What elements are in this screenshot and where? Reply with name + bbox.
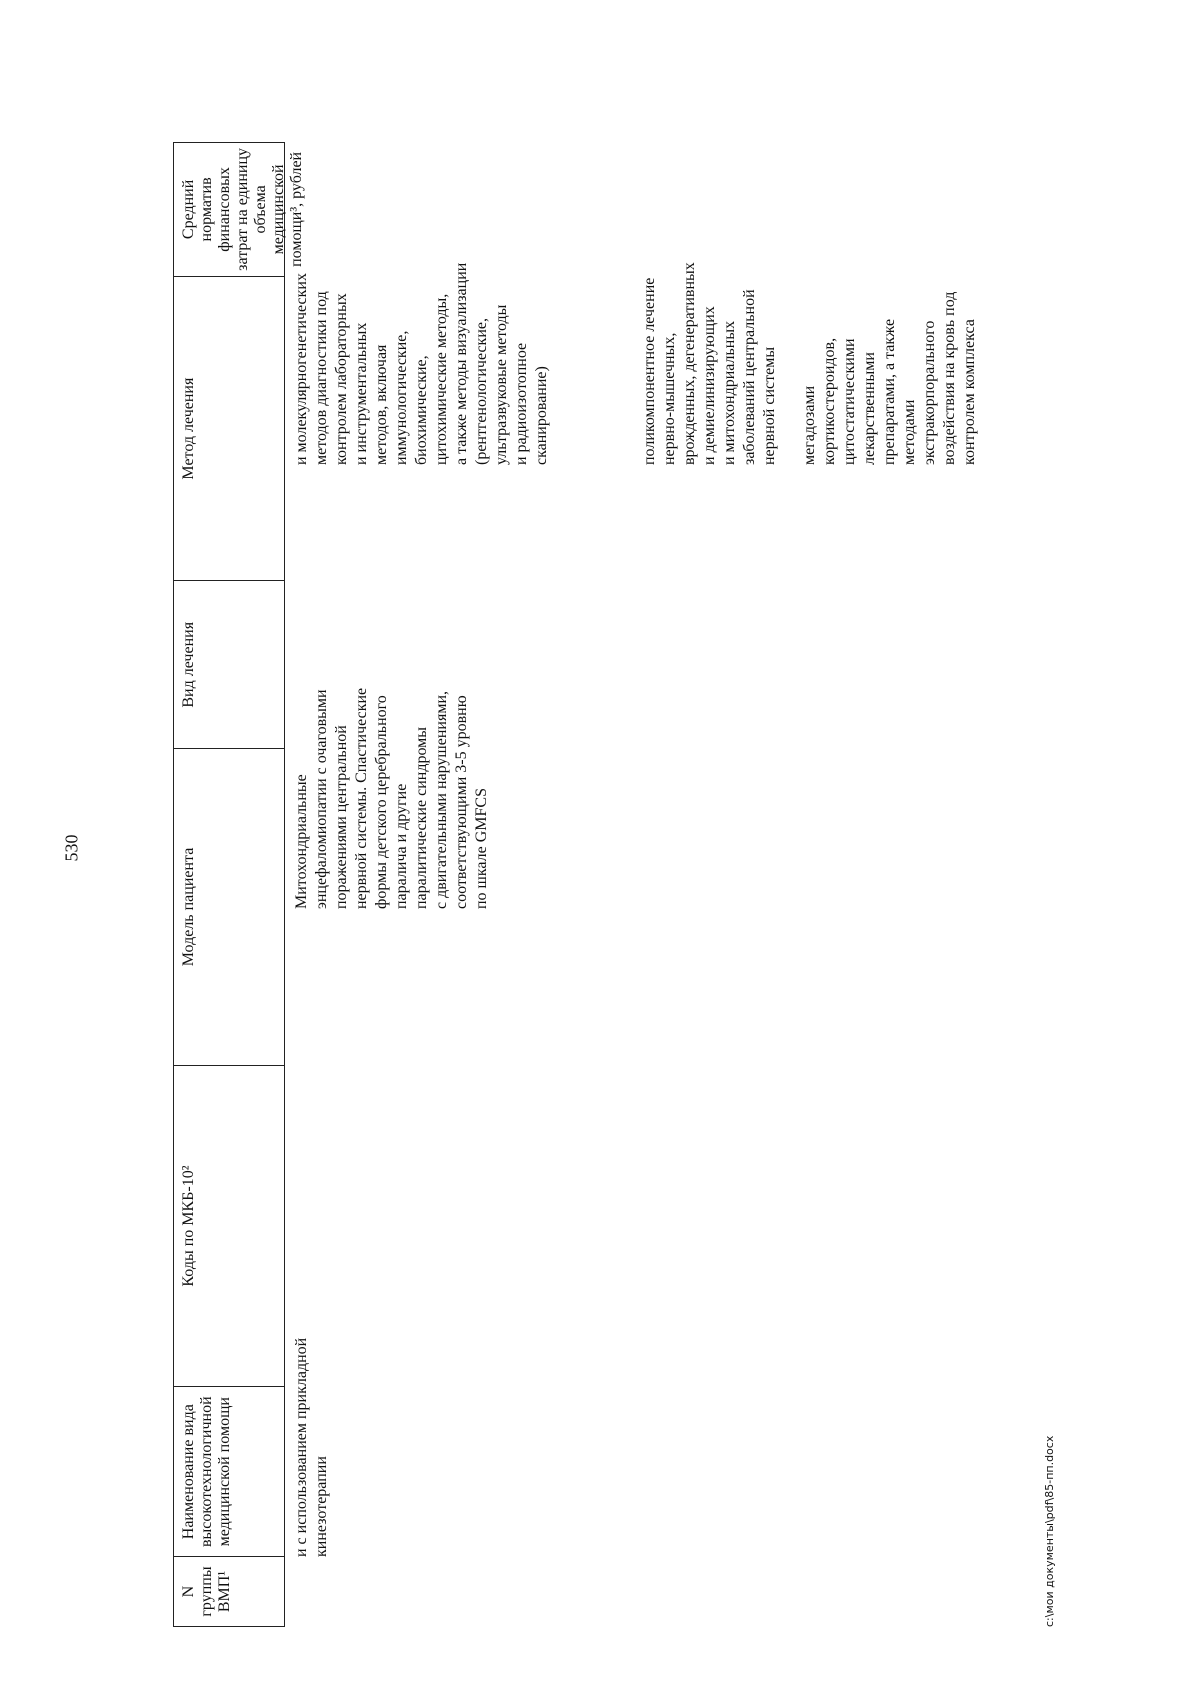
footer-file-path: c:\мои документы\pdf\85-пп.docx	[1043, 1435, 1056, 1627]
cell-patient-model: Митохондриальные энцефаломиопатии с очаговыми поражениями центральной нервной системы. Спастические формы детского церебрального паралича и другие паралитические синдромы с двигательными нарушениями, соответствующими 3-5 уровню по шкале GMFCS	[293, 687, 490, 909]
header-patient-model: Модель пациента	[174, 748, 284, 1065]
header-cost-standard: Средний норматив финансовых затрат на единицу объема медицинской помощи³, рублей	[180, 147, 305, 271]
cell-method-part1: и молекулярногенетических методов диагностики под контролем лабораторных и инструментальных методов, включая иммунологические, биохимические, цитохимические методы, а также методы визуализации (рентгенологические, ультразвуковые методы и радиоизотопное сканирование)	[293, 262, 550, 465]
header-group-number: N группы ВМП¹	[174, 1556, 284, 1626]
header-vmp-name: Наименование вида высокотехнологичной медицинской помощи	[174, 1386, 284, 1556]
table-header	[173, 142, 305, 1627]
header-icd-codes: Коды по МКБ-10²	[174, 1065, 284, 1387]
header-treatment-method: Метод лечения	[174, 276, 284, 581]
cell-vmp-name: и с использованием прикладной кинезотерапии	[293, 1337, 330, 1557]
cell-method-part2: поликомпонентное лечение нервно-мышечных, врожденных, дегенеративных и демиелинизирующих и митохондриальных заболеваний центральной нервной системы мегадозами кортикостероидов, цитостатическими лекарственными препаратами, а также методами экстракорпорального воздействия на кровь под контролем комплекса	[641, 262, 978, 465]
page-number: 530	[61, 834, 82, 862]
header-treatment-type: Вид лечения	[174, 580, 284, 748]
